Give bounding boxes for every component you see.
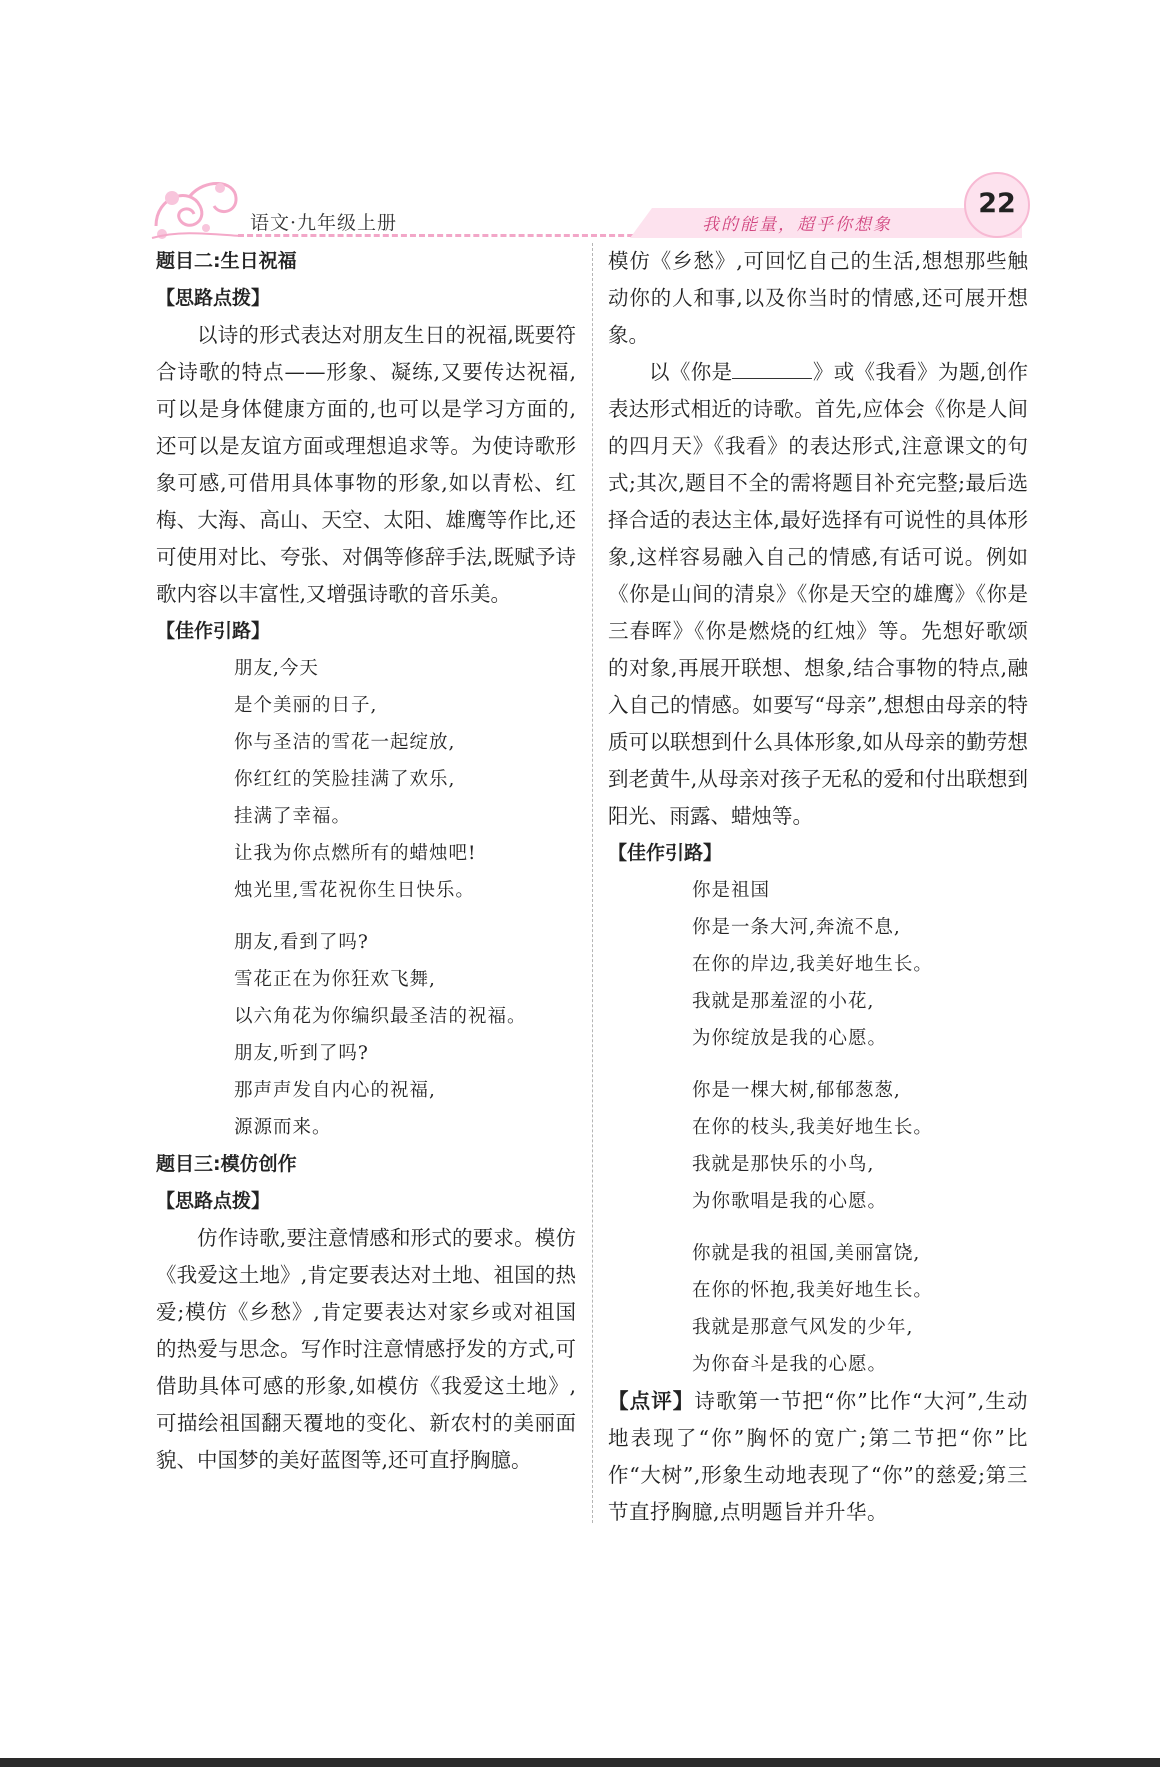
poem-line: 挂满了幸福。	[234, 806, 352, 827]
poem-line: 你是祖国	[692, 880, 771, 901]
left-column	[156, 243, 576, 1479]
poem-line: 为你奋斗是我的心愿。	[692, 1354, 888, 1375]
poem2-stanza1	[608, 872, 1028, 1057]
poem-line: 烛光里,雪花祝你生日快乐。	[234, 880, 475, 901]
poem-line: 源源而来。	[234, 1117, 332, 1138]
model-tag: 【佳作引路】	[156, 620, 271, 642]
poem-line: 你红红的笑脸挂满了欢乐,	[234, 769, 456, 790]
poem-line: 在你的怀抱,我美好地生长。	[692, 1280, 933, 1301]
header-slogan: 我的能量，超乎你想象	[702, 215, 892, 235]
topic3-title: 题目三:模仿创作	[156, 1153, 297, 1175]
poem-line: 你是一条大河,奔流不息,	[692, 917, 901, 938]
poem-line: 我就是那羞涩的小花,	[692, 991, 875, 1012]
poem-line: 你与圣洁的雪花一起绽放,	[234, 732, 456, 753]
para2-before: 以《你是	[649, 360, 733, 384]
bottom-edge-bar	[0, 1758, 1160, 1767]
poem-line: 在你的枝头,我美好地生长。	[692, 1117, 933, 1138]
book-title: 语文·九年级上册	[250, 212, 398, 234]
topic2-paragraph: 以诗的形式表达对朋友生日的祝福,既要符合诗歌的特点——形象、凝练,又要传达祝福,可以是身体健康方面的,也可以是学习方面的,还可以是友谊方面或理想追求等。为使诗歌形象可感,可借用具体事物的形象,如以青松、红梅、大海、高山、天空、太阳、雄鹰等作比,还可使用对比、夸张、对偶等修辞手法,既赋予诗歌内容以丰富性,又增强诗歌的音乐美。	[156, 323, 576, 606]
poem-line: 在你的岸边,我美好地生长。	[692, 954, 933, 975]
para2-after: 》或《我看》为题,创作表达形式相近的诗歌。首先,应体会《你是人间的四月天》《我看》的表达形式,注意课文的句式;其次,题目不全的需将题目补充完整;最后选择合适的表达主体,最好选择有可说性的具体形象,这样容易融入自己的情感,有话可说。例如《你是山间的清泉》《你是天空的雄鹰》《你是三春晖》《你是燃烧的红烛》等。先想好歌颂的对象,再展开联想、想象,结合事物的特点,融入自己的情感。如要写“母亲”,想想由母亲的特质可以联想到什么具体形象,如从母亲的勤劳想到老黄牛,从母亲对孩子无私的爱和付出联想到阳光、雨露、蜡烛等。	[608, 360, 1028, 828]
poem-line: 让我为你点燃所有的蜡烛吧!	[234, 843, 477, 864]
thinking-tag: 【思路点拨】	[156, 287, 271, 309]
page-number: 22	[964, 172, 1030, 238]
comment-paragraph	[608, 1383, 1028, 1531]
topic2-title: 题目二:生日祝福	[156, 250, 297, 272]
poem-line: 以六角花为你编织最圣洁的祝福。	[234, 1006, 527, 1027]
right-column	[608, 243, 1028, 1531]
model-tag-2: 【佳作引路】	[608, 842, 723, 864]
topic3-paragraph: 仿作诗歌,要注意情感和形式的要求。模仿《我爱这土地》,肯定要表达对土地、祖国的热爱;模仿《乡愁》,肯定要表达对家乡或对祖国的热爱与思念。写作时注意情感抒发的方式,可借助具体可感的形象,如模仿《我爱这土地》,可描绘祖国翻天覆地的变化、新农村的美丽面貌、中国梦的美好蓝图等,还可直抒胸臆。	[156, 1226, 576, 1472]
page-header	[150, 172, 1030, 247]
poem-line: 你就是我的祖国,美丽富饶,	[692, 1243, 921, 1264]
poem1-stanza2	[156, 924, 576, 1146]
column-divider	[592, 243, 593, 1523]
continued-paragraph: 模仿《乡愁》,可回忆自己的生活,想想那些触动你的人和事,以及你当时的情感,还可展开想象。	[608, 249, 1028, 347]
poem2-stanza3	[608, 1235, 1028, 1383]
floral-ornament-icon	[150, 176, 242, 242]
poem-line: 雪花正在为你狂欢飞舞,	[234, 969, 436, 990]
poem2-stanza2	[608, 1072, 1028, 1220]
poem-line: 为你歌唱是我的心愿。	[692, 1191, 888, 1212]
comment-tag: 【点评】	[608, 1389, 695, 1413]
poem-line: 是个美丽的日子,	[234, 695, 378, 716]
thinking-tag-2: 【思路点拨】	[156, 1190, 271, 1212]
poem-line: 为你绽放是我的心愿。	[692, 1028, 888, 1049]
poem-line: 朋友,今天	[234, 658, 319, 679]
comment-text: 诗歌第一节把“你”比作“大河”,生动地表现了“你”胸怀的宽广;第二节把“你”比作“大树”,形象生动地表现了“你”的慈爱;第三节直抒胸臆,点明题旨并升华。	[608, 1389, 1029, 1524]
poem-line: 那声声发自内心的祝福,	[234, 1080, 436, 1101]
fill-blank	[732, 356, 812, 379]
poem-line: 朋友,看到了吗?	[234, 932, 369, 953]
poem-line: 我就是那意气风发的少年,	[692, 1317, 914, 1338]
poem1-stanza1	[156, 650, 576, 909]
poem-line: 我就是那快乐的小鸟,	[692, 1154, 875, 1175]
poem-line: 你是一棵大树,郁郁葱葱,	[692, 1080, 901, 1101]
topic3-instruction-paragraph	[608, 354, 1028, 835]
poem-line: 朋友,听到了吗?	[234, 1043, 369, 1064]
